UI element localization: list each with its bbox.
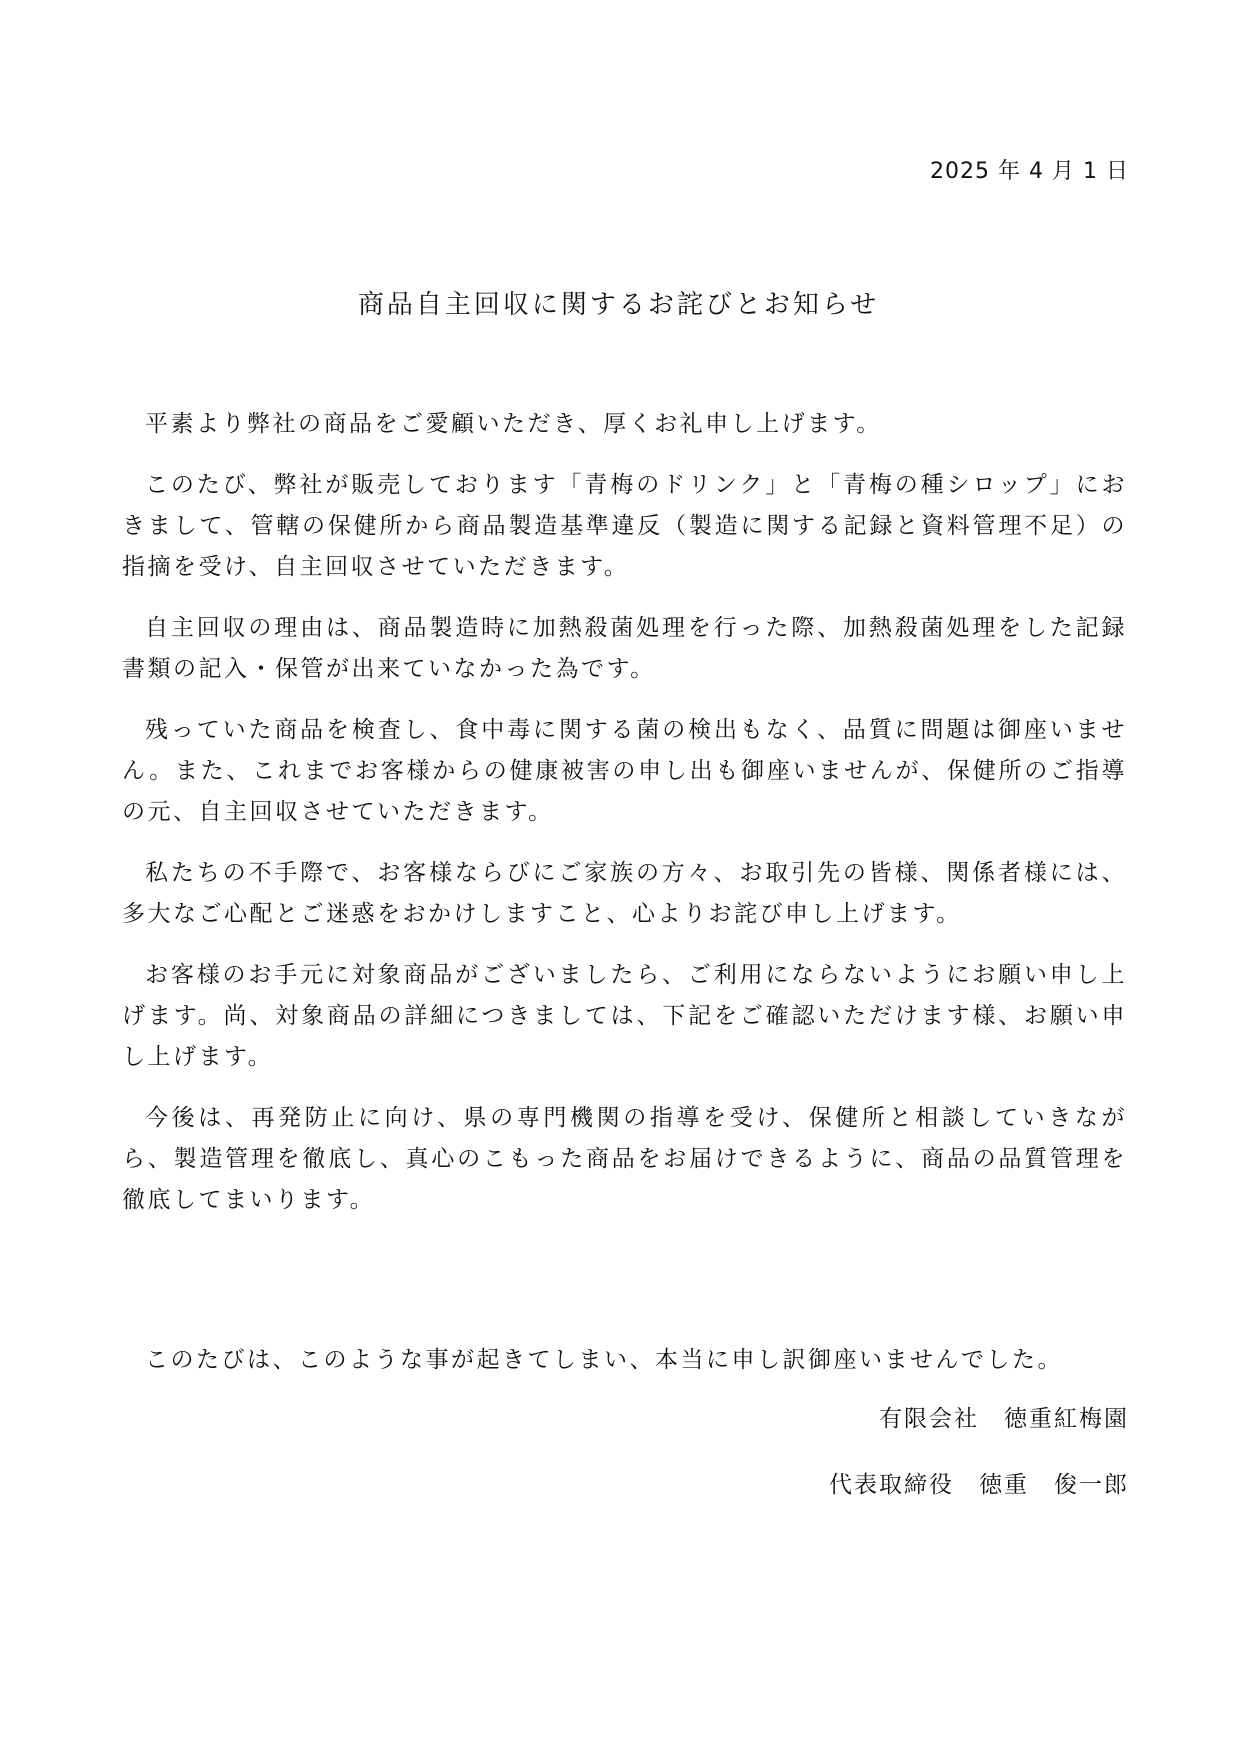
document-title: 商品自主回収に関するお詫びとお知らせ	[357, 290, 880, 320]
paragraph-greeting: 平素より弊社の商品をご愛顧いただき、厚くお礼申し上げます。	[145, 411, 882, 437]
paragraph-recall-notice: このたび、弊社が販売しております「青梅のドリンク」と「青梅の種シロップ」におきまして、管轄の保健所から商品製造基準違反（製造に関する記録と資料管理不足）の指摘を受け、自主回収させていただきます。	[122, 472, 1127, 580]
document-date: 2025 年 4 月 1 日	[930, 159, 1129, 184]
closing-statement: このたびは、このような事が起きてしまい、本当に申し訳御座いませんでした。	[145, 1347, 1063, 1373]
signature-company: 有限会社 徳重紅梅園	[879, 1406, 1129, 1432]
paragraph-apology: 私たちの不手際で、お客様ならびにご家族の方々、お取引先の皆様、関係者様には、多大なご心配とご迷惑をおかけしますこと、心よりお詫び申し上げます。	[122, 860, 1127, 927]
document-body	[122, 404, 1127, 1241]
paragraph-prevention: 今後は、再発防止に向け、県の専門機関の指導を受け、保健所と相談していきながら、製造管理を徹底し、真心のこもった商品をお届けできるように、商品の品質管理を徹底してまいります。	[122, 1105, 1127, 1213]
signature-representative: 代表取締役 徳重 俊一郎	[829, 1472, 1129, 1498]
paragraph-recall-reason: 自主回収の理由は、商品製造時に加熱殺菌処理を行った際、加熱殺菌処理をした記録書類の記入・保管が出来ていなかった為です。	[122, 615, 1127, 682]
paragraph-request: お客様のお手元に対象商品がございましたら、ご利用にならないようにお願い申し上げます。尚、対象商品の詳細につきましては、下記をご確認いただけます様、お願い申し上げます。	[122, 962, 1127, 1070]
paragraph-inspection-result: 残っていた商品を検査し、食中毒に関する菌の検出もなく、品質に問題は御座いません。また、これまでお客様からの健康被害の申し出も御座いませんが、保健所のご指導の元、自主回収させていただきます。	[122, 717, 1127, 825]
